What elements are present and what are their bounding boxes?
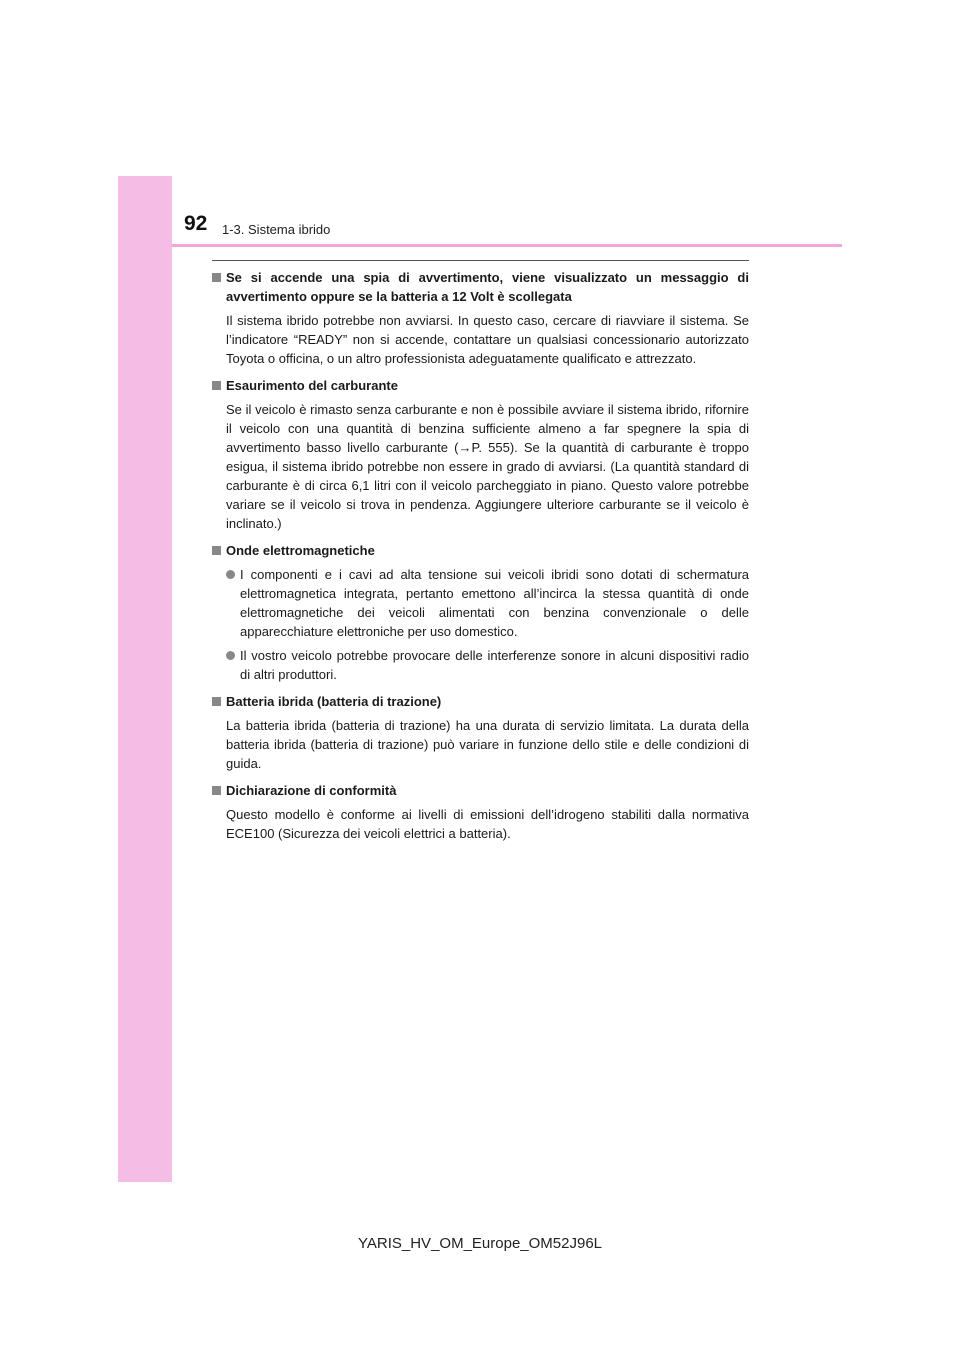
section-heading [212,541,749,560]
content-rule [212,260,749,261]
square-bullet-icon [212,546,221,555]
content [212,268,749,851]
section-heading-text: Se si accende una spia di avvertimento, viene visualizzato un messaggio di avvertimento oppure se la batteria a 12 Volt è scollegata [226,270,749,304]
square-bullet-icon [212,697,221,706]
section-hybrid-battery [212,692,749,773]
section-title: 1-3. Sistema ibrido [222,222,331,237]
bullet-item [212,565,749,641]
section-heading-text: Dichiarazione di conformità [226,783,397,798]
square-bullet-icon [212,273,221,282]
section-body: Se il veicolo è rimasto senza carburante e non è possibile avviare il sistema ibrido, rifornire il veicolo con una quantità di benzina sufficiente almeno a far spegnere la spia di avvertimento basso livello carburante (→P. 555). Se la quantità di carburante è troppo esigua, il sistema ibrido potrebbe non essere in grado di avviarsi. (La quantità standard di carburante è di circa 6,1 litri con il veicolo parcheggiato in piano. Questo valore potrebbe variare se il veicolo si trova in pendenza. Aggiungere ulteriore carburante se il veicolo è inclinato.) [226,402,749,531]
side-band [118,176,172,1182]
circle-bullet-icon [226,570,235,579]
footer-document-code: YARIS_HV_OM_Europe_OM52J96L [357,1235,602,1252]
page-number: 92 [184,212,208,235]
square-bullet-icon [212,786,221,795]
section-body: La batteria ibrida (batteria di trazione) ha una durata di servizio limitata. La durata della batteria ibrida (batteria di trazione) può variare in funzione dello stile e delle condizioni di guida. [226,718,749,771]
bullet-text: Il vostro veicolo potrebbe provocare delle interferenze sonore in alcuni dispositivi radio di altri produttori. [240,648,749,682]
header-rule [172,244,842,247]
section-body: Il sistema ibrido potrebbe non avviarsi. In questo caso, cercare di riavviare il sistema. Se l’indicatore “READY” non si accende, contattare un qualsiasi concessionario autorizzato Toyota o officina, o un altro professionista adeguatamente qualificato e attrezzato. [226,313,749,366]
section-heading [212,781,749,800]
section-heading [212,376,749,395]
section-heading [212,268,749,306]
section-electromagnetic-waves [212,541,749,684]
bullet-text: I componenti e i cavi ad alta tensione sui veicoli ibridi sono dotati di schermatura elettromagnetica integrata, pertanto emettono all’incirca la stessa quantità di onde elettromagnetiche dei veicoli alimentati con benzina convenzionale o delle apparecchiature elettroniche per uso domestico. [240,567,749,639]
section-warning-light [212,268,749,368]
section-heading-text: Esaurimento del carburante [226,378,398,393]
section-fuel-exhaustion [212,376,749,533]
circle-bullet-icon [226,651,235,660]
section-conformity [212,781,749,843]
square-bullet-icon [212,381,221,390]
section-heading-text: Onde elettromagnetiche [226,543,375,558]
section-heading-text: Batteria ibrida (batteria di trazione) [226,694,442,709]
section-body: Questo modello è conforme ai livelli di emissioni dell’idrogeno stabiliti dalla normativa ECE100 (Sicurezza dei veicoli elettrici a batteria). [226,807,749,841]
bullet-item [212,646,749,684]
section-heading [212,692,749,711]
